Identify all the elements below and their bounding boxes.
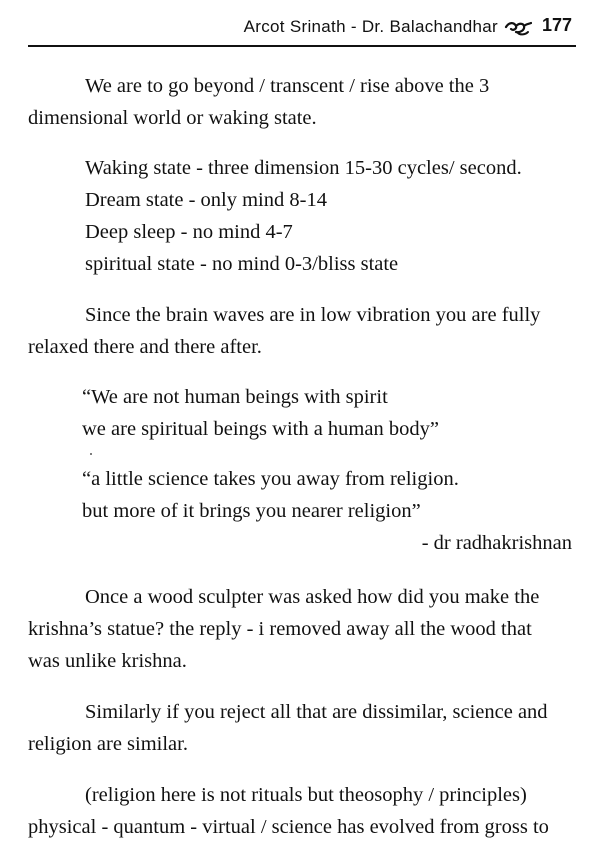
state-item: Deep sleep - no mind 4-7 [85, 221, 293, 243]
paragraph-line: relaxed there and there after. [28, 336, 262, 358]
quote-line: but more of it brings you nearer religion” [82, 500, 421, 522]
state-item: spiritual state - no mind 0-3/bliss state [85, 253, 399, 275]
ink-speck [90, 453, 92, 455]
paragraph-line: We are to go beyond / transcent / rise above the 3 [85, 75, 490, 97]
paragraph-line: was unlike krishna. [28, 650, 187, 672]
state-item: Waking state - three dimension 15-30 cycles/ second. [85, 157, 522, 179]
running-header [28, 14, 576, 44]
paragraph-line: Since the brain waves are in low vibration you are fully [85, 304, 541, 326]
paragraph-4 [28, 696, 548, 760]
paragraph-line: physical - quantum - virtual / science has evolved from gross to [28, 816, 549, 838]
header-title: Arcot Srinath - Dr. Balachandhar [243, 17, 498, 36]
om-symbol-icon [504, 20, 532, 36]
quote-2 [82, 463, 459, 527]
header-rule [28, 45, 576, 47]
page-number: 177 [541, 15, 572, 35]
paragraph-2 [28, 299, 540, 363]
quote-line: “a little science takes you away from religion. [82, 468, 459, 490]
quote-attribution [422, 527, 572, 559]
attribution-text: - dr radhakrishnan [421, 532, 572, 554]
paragraph-line: (religion here is not rituals but theosophy / principles) [85, 784, 527, 806]
brainwave-states-list [85, 152, 522, 280]
paragraph-line: krishna’s statue? the reply - i removed away all the wood that [28, 618, 532, 640]
state-item: Dream state - only mind 8-14 [85, 189, 327, 211]
paragraph-5 [28, 779, 549, 843]
paragraph-3 [28, 581, 539, 677]
paragraph-line: Once a wood sculpter was asked how did you make the [85, 586, 540, 608]
paragraph-line: Similarly if you reject all that are dissimilar, science and [85, 701, 548, 723]
quote-line: we are spiritual beings with a human body” [82, 418, 439, 440]
paragraph-1 [28, 70, 489, 134]
quote-line: “We are not human beings with spirit [82, 386, 388, 408]
paragraph-line: religion are similar. [28, 733, 188, 755]
quote-1 [82, 381, 439, 445]
paragraph-line: dimensional world or waking state. [28, 107, 317, 129]
